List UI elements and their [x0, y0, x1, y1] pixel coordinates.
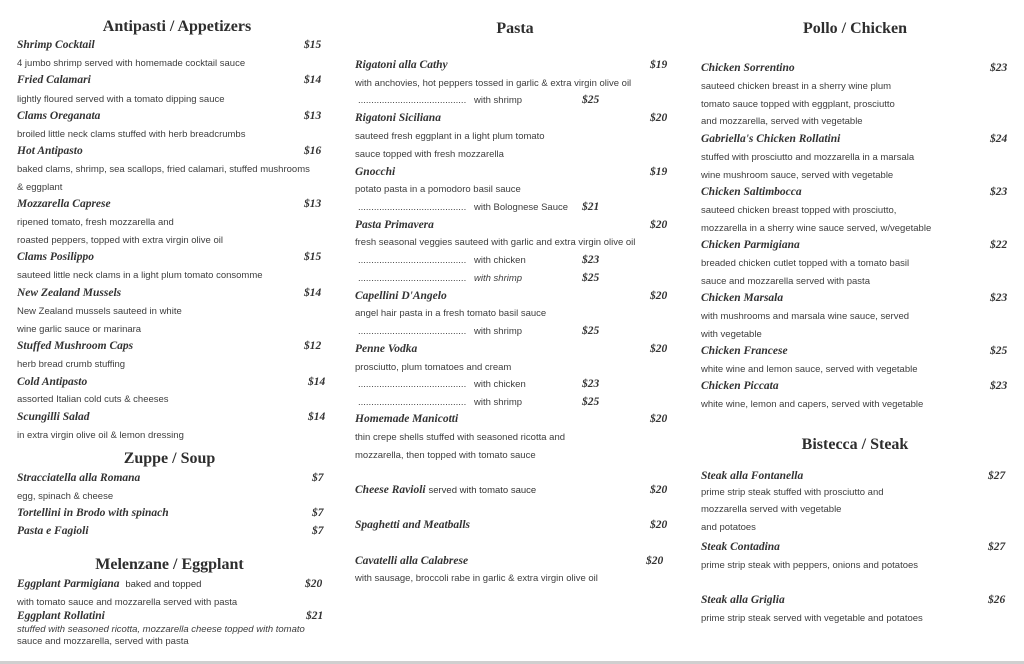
item-desc: broiled little neck clams stuffed with herb breadcrumbs [17, 129, 246, 140]
item-price: $20 [650, 413, 668, 425]
item-price: $19 [650, 59, 668, 71]
item-desc: sauteed little neck clams in a light plum tomato consomme [17, 270, 263, 281]
item-desc: and mozzarella, served with vegetable [701, 116, 863, 127]
item-price: $13 [304, 198, 322, 210]
item-desc: white wine, lemon and capers, served with vegetable [701, 399, 924, 410]
item-desc: sauteed chicken breast in a sherry wine plum [701, 81, 892, 92]
item-price: $14 [304, 287, 322, 299]
item-name: Steak alla Fontanella [701, 470, 804, 482]
item-price: $27 [988, 470, 1006, 482]
item-desc: prime strip steak stuffed with prosciutto and [701, 487, 884, 498]
item-name: Eggplant Rollatini [17, 610, 105, 622]
item-price: $13 [304, 110, 322, 122]
item-name: New Zealand Mussels [17, 287, 122, 299]
item-desc: lightly floured served with a tomato dipping sauce [17, 94, 225, 105]
item-desc: wine garlic sauce or marinara [17, 324, 142, 335]
item-desc: tomato sauce topped with eggplant, prosciutto [701, 99, 895, 110]
item-desc: angel hair pasta in a fresh tomato basil sauce [355, 308, 547, 319]
item-name: Chicken Piccata [701, 380, 779, 392]
addon-label: with shrimp [474, 273, 523, 284]
section-title-pollo: Pollo / Chicken [802, 20, 907, 37]
item-price: $14 [308, 411, 326, 423]
item-name: Penne Vodka [355, 343, 418, 355]
addon-line: ......................................... [358, 379, 467, 390]
addon-price: $23 [582, 254, 600, 266]
item-price: $14 [304, 74, 322, 86]
item-desc: 4 jumbo shrimp served with homemade cocktail sauce [17, 58, 246, 69]
item-name: Shrimp Cocktail [17, 39, 95, 51]
item-desc: sauteed chicken breast topped with prosciutto, [701, 205, 897, 216]
item-desc: assorted Italian cold cuts & cheeses [17, 394, 169, 405]
item-name: Stuffed Mushroom Caps [17, 340, 134, 352]
item-desc: sauce topped with fresh mozzarella [355, 149, 504, 160]
addon-label: with chicken [474, 379, 526, 390]
item-name: Pasta Primavera [355, 219, 434, 231]
item-desc: with anchovies, hot peppers tossed in garlic & extra virgin olive oil [355, 78, 632, 89]
addon-label: with Bolognese Sauce [474, 202, 569, 213]
addon-line: ......................................... [358, 397, 467, 408]
item-desc: in extra virgin olive oil & lemon dressing [17, 430, 184, 441]
section-title-melenzane: Melenzane / Eggplant [95, 556, 244, 573]
item-desc: prime strip steak served with vegetable and potatoes [701, 613, 923, 624]
item-name: Spaghetti and Meatballs [355, 519, 471, 531]
addon-label: with chicken [474, 255, 526, 266]
item-price: $23 [990, 62, 1008, 74]
addon-price: $23 [582, 378, 600, 390]
item-desc: ripened tomato, fresh mozzarella and [17, 217, 174, 228]
item-name: Fried Calamari [17, 74, 91, 86]
item-desc: potato pasta in a pomodoro basil sauce [355, 184, 521, 195]
item-desc: roasted peppers, topped with extra virgin olive oil [17, 235, 223, 246]
item-inline-desc: baked and topped [125, 579, 202, 590]
item-desc: with vegetable [701, 329, 762, 340]
item-price: $19 [650, 166, 668, 178]
item-name: Tortellini in Brodo with spinach [17, 507, 169, 519]
addon-price: $25 [582, 325, 600, 337]
item-price: $20 [650, 484, 668, 496]
addon-line: ......................................... [358, 255, 467, 266]
item-desc: prosciutto, plum tomatoes and cream [355, 362, 512, 373]
item-name-text: Cheese Ravioli [355, 484, 426, 496]
item-desc: with mushrooms and marsala wine sauce, served [701, 311, 910, 322]
addon-label: with shrimp [474, 326, 523, 337]
addon-price: $25 [582, 396, 600, 408]
item-price: $23 [990, 380, 1008, 392]
item-name: Gabriella's Chicken Rollatini [701, 133, 841, 145]
item-price: $20 [650, 219, 668, 231]
item-price: $7 [312, 507, 324, 519]
item-desc: prime strip steak with peppers, onions and potatoes [701, 560, 919, 571]
item-name: Hot Antipasto [17, 145, 83, 157]
item-desc: & eggplant [17, 182, 63, 193]
addon-price: $21 [582, 201, 600, 213]
item-name: Mozzarella Caprese [17, 198, 111, 210]
item-price: $21 [306, 610, 324, 622]
item-price: $22 [990, 239, 1008, 251]
item-desc: egg, spinach & cheese [17, 491, 114, 502]
item-name [17, 578, 201, 590]
item-desc: herb bread crumb stuffing [17, 359, 126, 370]
item-name: Steak alla Griglia [701, 594, 785, 606]
item-name: Cold Antipasto [17, 376, 88, 388]
section-title-pasta: Pasta [496, 20, 534, 37]
section-title-antipasti: Antipasti / Appetizers [102, 18, 252, 35]
item-name: Chicken Marsala [701, 292, 784, 304]
item-name: Cavatelli alla Calabrese [355, 555, 469, 567]
item-desc: sauce and mozzarella, served with pasta [17, 636, 189, 647]
item-price: $7 [312, 525, 324, 537]
item-name: Gnocchi [355, 166, 396, 178]
item-name: Capellini D'Angelo [355, 290, 447, 302]
item-name: Chicken Parmigiana [701, 239, 800, 251]
item-name [355, 484, 536, 496]
item-price: $27 [988, 541, 1006, 553]
item-name: Steak Contadina [701, 541, 780, 553]
item-name: Stracciatella alla Romana [17, 472, 141, 484]
item-name: Scungilli Salad [17, 411, 90, 423]
item-price: $20 [650, 112, 668, 124]
item-name: Chicken Sorrentino [701, 62, 795, 74]
item-desc: sauteed fresh eggplant in a light plum tomato [355, 131, 545, 142]
item-desc: stuffed with prosciutto and mozzarella in a marsala [701, 152, 915, 163]
item-name: Clams Posilippo [17, 251, 94, 263]
item-name: Chicken Francese [701, 345, 788, 357]
addon-line: ......................................... [358, 273, 467, 284]
addon-label: with shrimp [474, 397, 523, 408]
item-price: $7 [312, 472, 324, 484]
addon-line: ......................................... [358, 95, 467, 106]
addon-price: $25 [582, 272, 600, 284]
item-name: Clams Oreganata [17, 110, 101, 122]
item-desc: and potatoes [701, 522, 756, 533]
item-desc: breaded chicken cutlet topped with a tomato basil [701, 258, 910, 269]
item-price: $20 [646, 555, 664, 567]
item-price: $15 [304, 39, 322, 51]
item-desc: fresh seasonal veggies sauteed with garlic and extra virgin olive oil [355, 237, 636, 248]
item-price: $20 [650, 343, 668, 355]
addon-line: ......................................... [358, 326, 467, 337]
item-name: Homemade Manicotti [355, 413, 459, 425]
section-title-bistecca: Bistecca / Steak [801, 436, 909, 453]
item-price: $24 [990, 133, 1008, 145]
item-price: $20 [650, 290, 668, 302]
addon-line: ......................................... [358, 202, 467, 213]
item-price: $20 [305, 578, 323, 590]
item-name: Rigatoni Siciliana [355, 112, 441, 124]
item-price: $16 [304, 145, 322, 157]
item-desc: white wine and lemon sauce, served with vegetable [701, 364, 918, 375]
item-desc: with tomato sauce and mozzarella served with pasta [17, 597, 238, 608]
section-title-zuppe: Zuppe / Soup [123, 450, 216, 467]
item-name: Pasta e Fagioli [17, 525, 89, 537]
addon-label: with shrimp [474, 95, 523, 106]
item-price: $15 [304, 251, 322, 263]
item-desc: New Zealand mussels sauteed in white [17, 306, 182, 317]
item-name: Chicken Saltimbocca [701, 186, 802, 198]
item-desc: baked clams, shrimp, sea scallops, fried calamari, stuffed mushrooms [17, 164, 310, 175]
item-desc: stuffed with seasoned ricotta, mozzarella cheese topped with tomato [17, 624, 305, 635]
addon-price: $25 [582, 94, 600, 106]
item-desc: mozzarella in a sherry wine sauce served, w/vegetable [701, 223, 932, 234]
item-price: $14 [308, 376, 326, 388]
item-inline-desc: served with tomato sauce [428, 485, 537, 496]
item-desc: thin crepe shells stuffed with seasoned ricotta and [355, 432, 566, 443]
item-name: Rigatoni alla Cathy [355, 59, 448, 71]
item-desc: sauce and mozzarella served with pasta [701, 276, 870, 287]
item-name-text: Eggplant Parmigiana [17, 578, 120, 590]
item-price: $20 [650, 519, 668, 531]
item-price: $23 [990, 186, 1008, 198]
item-price: $12 [304, 340, 322, 352]
item-desc: with sausage, broccoli rabe in garlic & extra virgin olive oil [355, 573, 598, 584]
item-desc: wine mushroom sauce, served with vegetable [701, 170, 894, 181]
item-price: $26 [988, 594, 1006, 606]
item-desc: mozzarella served with vegetable [701, 504, 842, 515]
item-price: $23 [990, 292, 1008, 304]
item-desc: mozzarella, then topped with tomato sauce [355, 450, 536, 461]
item-price: $25 [990, 345, 1008, 357]
